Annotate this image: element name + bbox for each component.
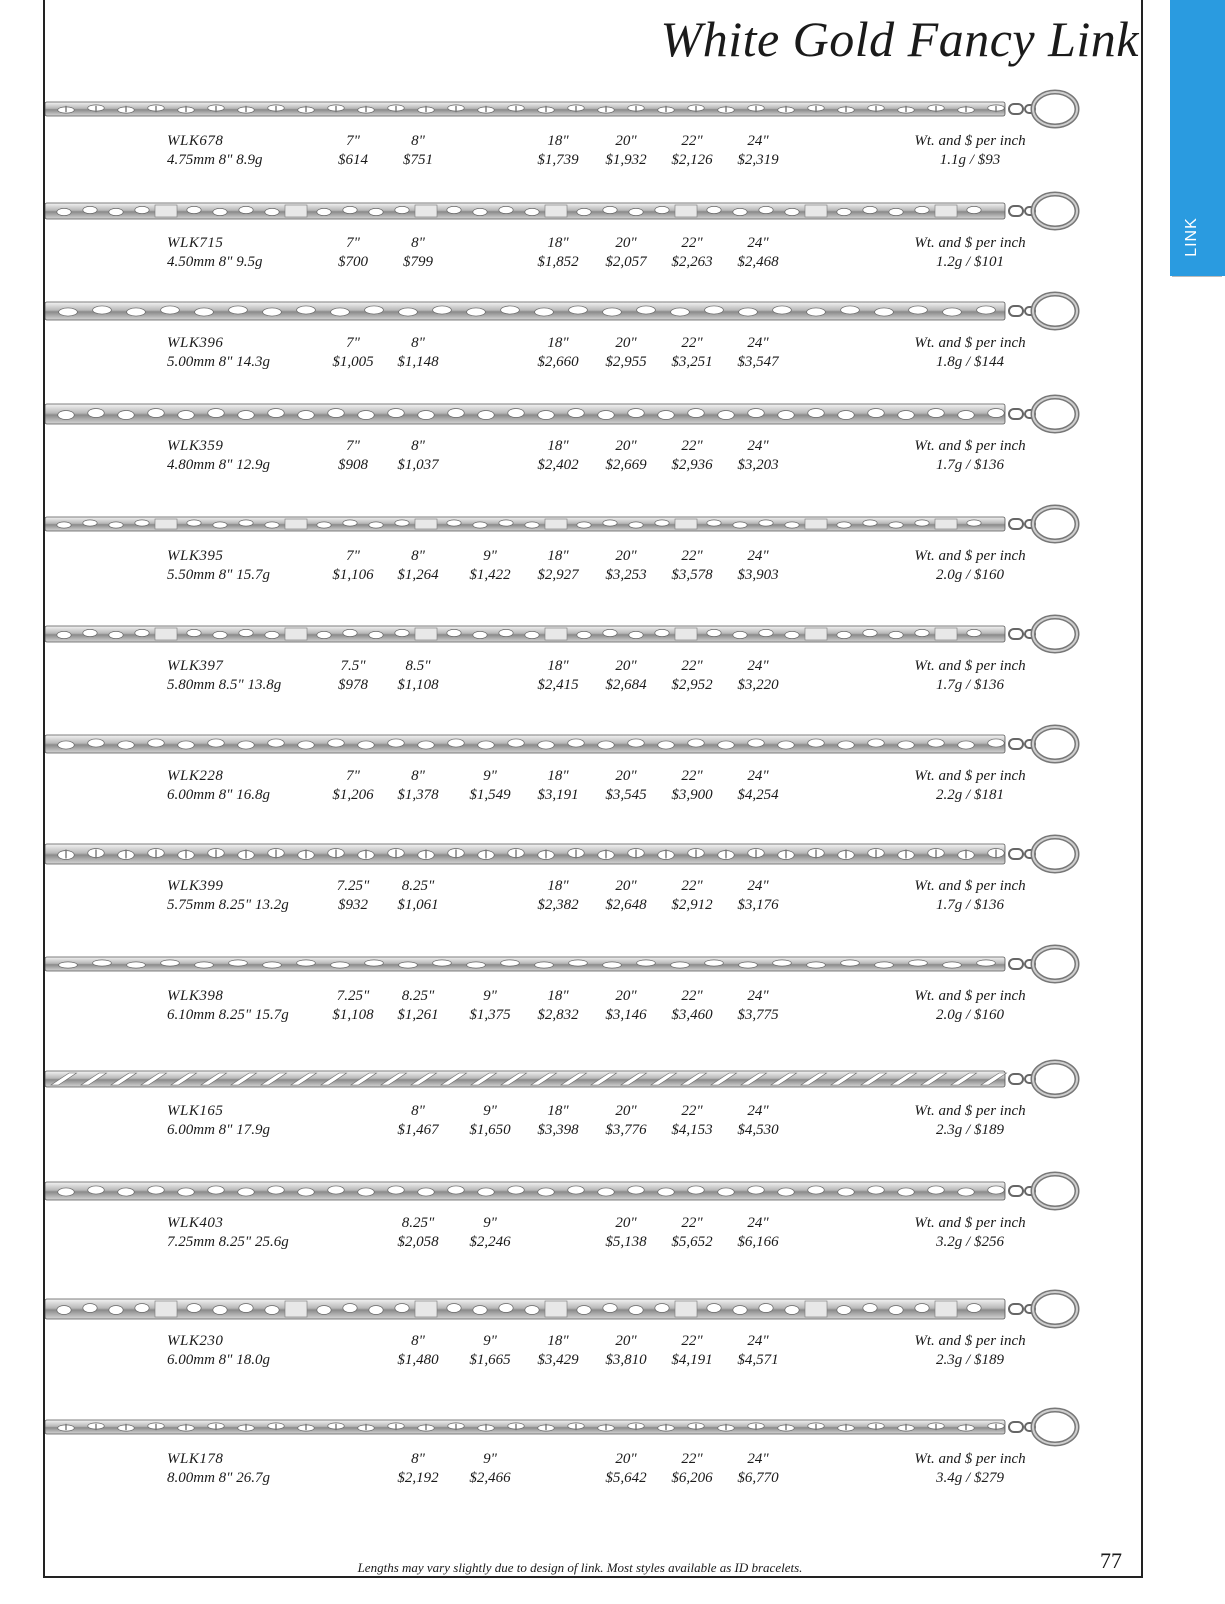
price-value: $1,480 <box>397 1352 439 1368</box>
product-sku: WLK403 <box>167 1215 224 1231</box>
product-row <box>45 503 1125 615</box>
product-sku: WLK398 <box>167 988 224 1004</box>
length-label: 24" <box>747 1333 769 1349</box>
product-sku: WLK397 <box>167 658 224 674</box>
price-value: $2,402 <box>537 457 579 473</box>
product-spec: 6.00mm 8" 16.8g <box>167 787 270 803</box>
product-row <box>45 1406 1125 1518</box>
length-price-column <box>378 1332 458 1370</box>
length-label: 22" <box>681 988 703 1004</box>
price-value: $1,422 <box>469 567 511 583</box>
length-label: 22" <box>681 235 703 251</box>
section-tab-label: LINK <box>1183 217 1201 257</box>
weight-header: Wt. and $ per inch <box>914 1333 1026 1349</box>
length-price-column <box>718 877 798 915</box>
price-value: $1,665 <box>469 1352 511 1368</box>
product-spec: 7.25mm 8.25" 25.6g <box>167 1234 289 1250</box>
price-value: $4,530 <box>737 1122 779 1138</box>
price-value: $3,776 <box>605 1122 647 1138</box>
price-value: $2,832 <box>537 1007 579 1023</box>
product-row <box>45 1058 1125 1170</box>
price-value: $2,660 <box>537 354 579 370</box>
price-value: $1,375 <box>469 1007 511 1023</box>
price-value: $2,192 <box>397 1470 439 1486</box>
chain-image[interactable] <box>45 190 1125 232</box>
weight-per-inch <box>895 1450 1045 1488</box>
price-value: $1,852 <box>537 254 579 270</box>
weight-header: Wt. and $ per inch <box>914 235 1026 251</box>
price-value: $1,108 <box>397 677 439 693</box>
product-details <box>45 987 1125 1027</box>
chain-image[interactable] <box>45 393 1125 435</box>
product-details <box>45 547 1125 587</box>
weight-header: Wt. and $ per inch <box>914 335 1026 351</box>
weight-per-inch <box>895 1214 1045 1252</box>
length-label: 20" <box>615 988 637 1004</box>
weight-per-inch <box>895 437 1045 475</box>
product-spec: 6.10mm 8.25" 15.7g <box>167 1007 289 1023</box>
product-details <box>45 767 1125 807</box>
length-label: 7" <box>346 335 360 351</box>
product-row <box>45 1288 1125 1400</box>
length-label: 8" <box>411 235 425 251</box>
length-label: 8.25" <box>401 878 435 894</box>
product-row <box>45 1170 1125 1282</box>
length-label: 9" <box>483 768 497 784</box>
price-value: $1,739 <box>537 152 579 168</box>
product-details <box>45 877 1125 917</box>
weight-header: Wt. and $ per inch <box>914 548 1026 564</box>
product-details <box>45 1214 1125 1254</box>
price-value: $2,319 <box>737 152 779 168</box>
length-label: 8.5" <box>405 658 431 674</box>
product-sku: WLK165 <box>167 1103 224 1119</box>
price-value: $2,058 <box>397 1234 439 1250</box>
length-label: 18" <box>547 1103 569 1119</box>
product-spec: 4.50mm 8" 9.5g <box>167 254 263 270</box>
length-label: 18" <box>547 335 569 351</box>
length-price-column <box>718 132 798 170</box>
weight-value: 2.2g / $181 <box>936 787 1004 803</box>
product-sku: WLK715 <box>167 235 224 251</box>
price-value: $1,037 <box>397 457 439 473</box>
length-label: 7.5" <box>340 658 366 674</box>
length-label: 8" <box>411 768 425 784</box>
product-spec: 5.80mm 8.5" 13.8g <box>167 677 282 693</box>
weight-per-inch <box>895 334 1045 372</box>
product-details <box>45 132 1125 172</box>
product-details <box>45 1332 1125 1372</box>
price-value: $2,466 <box>469 1470 511 1486</box>
length-label: 18" <box>547 988 569 1004</box>
length-label: 20" <box>615 548 637 564</box>
product-row <box>45 943 1125 1055</box>
product-row <box>45 88 1125 200</box>
price-value: $5,138 <box>605 1234 647 1250</box>
footer-note: Lengths may vary slightly due to design of link. Most styles available as ID bracelets. <box>357 1560 803 1575</box>
product-details <box>45 437 1125 477</box>
price-value: $2,468 <box>737 254 779 270</box>
price-value: $1,261 <box>397 1007 439 1023</box>
length-price-column <box>718 437 798 475</box>
length-price-column <box>378 1102 458 1140</box>
product-details <box>45 1102 1125 1142</box>
weight-header: Wt. and $ per inch <box>914 878 1026 894</box>
chain-image[interactable] <box>45 613 1125 655</box>
length-label: 24" <box>747 988 769 1004</box>
length-label: 9" <box>483 548 497 564</box>
length-price-column <box>718 547 798 585</box>
price-value: $1,005 <box>332 354 374 370</box>
chain-image[interactable] <box>45 290 1125 332</box>
length-label: 20" <box>615 438 637 454</box>
length-price-column <box>378 334 458 372</box>
length-label: 7" <box>346 235 360 251</box>
length-label: 24" <box>747 133 769 149</box>
weight-value: 1.7g / $136 <box>936 677 1004 693</box>
weight-value: 3.4g / $279 <box>936 1470 1004 1486</box>
length-label: 18" <box>547 548 569 564</box>
length-label: 24" <box>747 768 769 784</box>
price-value: $908 <box>338 457 368 473</box>
price-value: $1,148 <box>397 354 439 370</box>
price-value: $2,648 <box>605 897 647 913</box>
price-value: $1,106 <box>332 567 374 583</box>
length-price-column <box>378 657 458 695</box>
length-label: 24" <box>747 1103 769 1119</box>
length-price-column <box>718 1214 798 1252</box>
length-price-column <box>378 1450 458 1488</box>
weight-value: 2.3g / $189 <box>936 1352 1004 1368</box>
weight-header: Wt. and $ per inch <box>914 658 1026 674</box>
weight-header: Wt. and $ per inch <box>914 133 1026 149</box>
weight-value: 1.7g / $136 <box>936 457 1004 473</box>
length-price-column <box>378 234 458 272</box>
price-value: $3,903 <box>737 567 779 583</box>
price-value: $3,900 <box>671 787 713 803</box>
weight-value: 2.0g / $160 <box>936 1007 1004 1023</box>
price-value: $2,912 <box>671 897 713 913</box>
length-price-column <box>718 1102 798 1140</box>
product-spec: 8.00mm 8" 26.7g <box>167 1470 270 1486</box>
length-price-column <box>718 1450 798 1488</box>
length-label: 8" <box>411 133 425 149</box>
length-price-column <box>378 767 458 805</box>
chain-image[interactable] <box>45 1170 1125 1212</box>
length-label: 22" <box>681 438 703 454</box>
weight-per-inch <box>895 132 1045 170</box>
length-label: 18" <box>547 1333 569 1349</box>
length-label: 7" <box>346 768 360 784</box>
product-sku: WLK178 <box>167 1451 224 1467</box>
length-label: 20" <box>615 335 637 351</box>
length-label: 22" <box>681 1103 703 1119</box>
chain-image[interactable] <box>45 833 1125 875</box>
length-label: 24" <box>747 548 769 564</box>
length-label: 18" <box>547 878 569 894</box>
product-spec: 5.50mm 8" 15.7g <box>167 567 270 583</box>
length-label: 24" <box>747 438 769 454</box>
length-label: 24" <box>747 1215 769 1231</box>
price-value: $4,571 <box>737 1352 779 1368</box>
product-details <box>45 234 1125 274</box>
product-spec: 4.80mm 8" 12.9g <box>167 457 270 473</box>
product-spec: 5.75mm 8.25" 13.2g <box>167 897 289 913</box>
price-value: $932 <box>338 897 368 913</box>
product-sku: WLK396 <box>167 335 224 351</box>
price-value: $3,176 <box>737 897 779 913</box>
product-sku: WLK359 <box>167 438 224 454</box>
price-value: $2,684 <box>605 677 647 693</box>
weight-per-inch <box>895 657 1045 695</box>
length-label: 20" <box>615 235 637 251</box>
weight-value: 1.2g / $101 <box>936 254 1004 270</box>
length-label: 20" <box>615 878 637 894</box>
length-label: 20" <box>615 1451 637 1467</box>
product-row <box>45 833 1125 945</box>
length-label: 20" <box>615 1215 637 1231</box>
price-value: $751 <box>403 152 433 168</box>
length-price-column <box>718 987 798 1025</box>
price-value: $1,650 <box>469 1122 511 1138</box>
price-value: $6,206 <box>671 1470 713 1486</box>
length-label: 20" <box>615 133 637 149</box>
price-value: $3,191 <box>537 787 579 803</box>
length-label: 8" <box>411 1103 425 1119</box>
length-price-column <box>378 1214 458 1252</box>
product-details <box>45 657 1125 697</box>
length-label: 22" <box>681 768 703 784</box>
price-value: $3,810 <box>605 1352 647 1368</box>
weight-per-inch <box>895 234 1045 272</box>
price-value: $3,146 <box>605 1007 647 1023</box>
weight-per-inch <box>895 547 1045 585</box>
product-sku: WLK230 <box>167 1333 224 1349</box>
price-value: $1,108 <box>332 1007 374 1023</box>
length-label: 7.25" <box>336 988 370 1004</box>
length-label: 22" <box>681 1451 703 1467</box>
price-value: $5,652 <box>671 1234 713 1250</box>
length-price-column <box>378 877 458 915</box>
price-value: $3,398 <box>537 1122 579 1138</box>
length-label: 20" <box>615 1333 637 1349</box>
length-label: 22" <box>681 335 703 351</box>
length-label: 9" <box>483 1333 497 1349</box>
weight-value: 1.1g / $93 <box>939 152 1001 168</box>
length-price-column <box>378 437 458 475</box>
length-label: 8" <box>411 1333 425 1349</box>
price-value: $6,770 <box>737 1470 779 1486</box>
price-value: $2,955 <box>605 354 647 370</box>
length-label: 20" <box>615 768 637 784</box>
length-label: 8" <box>411 548 425 564</box>
length-label: 8.25" <box>401 1215 435 1231</box>
side-rule <box>1172 276 1222 277</box>
price-value: $1,549 <box>469 787 511 803</box>
price-value: $614 <box>338 152 368 168</box>
price-value: $2,246 <box>469 1234 511 1250</box>
weight-per-inch <box>895 987 1045 1025</box>
weight-value: 1.8g / $144 <box>936 354 1004 370</box>
weight-per-inch <box>895 1102 1045 1140</box>
product-row <box>45 393 1125 505</box>
weight-header: Wt. and $ per inch <box>914 988 1026 1004</box>
product-sku: WLK399 <box>167 878 224 894</box>
price-value: $799 <box>403 254 433 270</box>
price-value: $4,153 <box>671 1122 713 1138</box>
price-value: $1,061 <box>397 897 439 913</box>
length-label: 22" <box>681 878 703 894</box>
weight-header: Wt. and $ per inch <box>914 1103 1026 1119</box>
length-label: 22" <box>681 658 703 674</box>
length-label: 24" <box>747 658 769 674</box>
chain-image[interactable] <box>45 943 1125 985</box>
price-value: $4,254 <box>737 787 779 803</box>
price-value: $2,057 <box>605 254 647 270</box>
price-value: $2,927 <box>537 567 579 583</box>
length-label: 7" <box>346 548 360 564</box>
price-value: $3,545 <box>605 787 647 803</box>
length-label: 9" <box>483 988 497 1004</box>
product-spec: 5.00mm 8" 14.3g <box>167 354 270 370</box>
weight-header: Wt. and $ per inch <box>914 768 1026 784</box>
weight-header: Wt. and $ per inch <box>914 438 1026 454</box>
weight-per-inch <box>895 767 1045 805</box>
length-label: 24" <box>747 335 769 351</box>
product-details <box>45 334 1125 374</box>
length-price-column <box>378 132 458 170</box>
price-value: $3,578 <box>671 567 713 583</box>
price-value: $3,253 <box>605 567 647 583</box>
length-price-column <box>718 334 798 372</box>
chain-image[interactable] <box>45 88 1125 130</box>
price-value: $2,936 <box>671 457 713 473</box>
price-value: $700 <box>338 254 368 270</box>
length-label: 18" <box>547 658 569 674</box>
weight-per-inch <box>895 1332 1045 1370</box>
length-label: 9" <box>483 1103 497 1119</box>
length-price-column <box>718 234 798 272</box>
page-number: 77 <box>1100 1548 1122 1573</box>
length-label: 24" <box>747 878 769 894</box>
product-row <box>45 190 1125 302</box>
chain-image[interactable] <box>45 503 1125 545</box>
length-label: 8" <box>411 1451 425 1467</box>
price-value: $4,191 <box>671 1352 713 1368</box>
page-title: White Gold Fancy Link <box>660 11 1139 67</box>
product-spec: 4.75mm 8" 8.9g <box>167 152 263 168</box>
length-label: 8.25" <box>401 988 435 1004</box>
price-value: $2,952 <box>671 677 713 693</box>
length-label: 18" <box>547 768 569 784</box>
length-label: 22" <box>681 548 703 564</box>
length-label: 24" <box>747 235 769 251</box>
length-label: 20" <box>615 1103 637 1119</box>
price-value: $6,166 <box>737 1234 779 1250</box>
product-sku: WLK228 <box>167 768 224 784</box>
length-label: 18" <box>547 133 569 149</box>
length-label: 22" <box>681 133 703 149</box>
length-label: 9" <box>483 1451 497 1467</box>
price-value: $2,126 <box>671 152 713 168</box>
length-price-column <box>718 657 798 695</box>
chain-image[interactable] <box>45 723 1125 765</box>
length-label: 22" <box>681 1215 703 1231</box>
price-value: $1,467 <box>397 1122 439 1138</box>
length-price-column <box>718 767 798 805</box>
product-row <box>45 723 1125 835</box>
length-label: 8" <box>411 335 425 351</box>
chain-image[interactable] <box>45 1406 1125 1448</box>
price-value: $3,460 <box>671 1007 713 1023</box>
chain-image[interactable] <box>45 1058 1125 1100</box>
length-label: 7" <box>346 133 360 149</box>
product-spec: 6.00mm 8" 18.0g <box>167 1352 270 1368</box>
product-row <box>45 613 1125 725</box>
weight-value: 3.2g / $256 <box>936 1234 1004 1250</box>
price-value: $1,378 <box>397 787 439 803</box>
weight-header: Wt. and $ per inch <box>914 1451 1026 1467</box>
length-price-column <box>378 547 458 585</box>
product-sku: WLK678 <box>167 133 224 149</box>
price-value: $3,429 <box>537 1352 579 1368</box>
price-value: $2,669 <box>605 457 647 473</box>
length-price-column <box>378 987 458 1025</box>
price-value: $3,251 <box>671 354 713 370</box>
price-value: $2,415 <box>537 677 579 693</box>
price-value: $3,547 <box>737 354 779 370</box>
product-details <box>45 1450 1125 1490</box>
price-value: $5,642 <box>605 1470 647 1486</box>
product-sku: WLK395 <box>167 548 224 564</box>
price-value: $2,263 <box>671 254 713 270</box>
length-label: 9" <box>483 1215 497 1231</box>
price-value: $3,203 <box>737 457 779 473</box>
length-price-column <box>718 1332 798 1370</box>
weight-value: 1.7g / $136 <box>936 897 1004 913</box>
length-label: 18" <box>547 235 569 251</box>
weight-header: Wt. and $ per inch <box>914 1215 1026 1231</box>
length-label: 8" <box>411 438 425 454</box>
price-value: $978 <box>338 677 368 693</box>
price-value: $1,932 <box>605 152 647 168</box>
chain-image[interactable] <box>45 1288 1125 1330</box>
product-spec: 6.00mm 8" 17.9g <box>167 1122 270 1138</box>
price-value: $2,382 <box>537 897 579 913</box>
price-value: $3,220 <box>737 677 779 693</box>
price-value: $1,206 <box>332 787 374 803</box>
length-label: 7.25" <box>336 878 370 894</box>
weight-per-inch <box>895 877 1045 915</box>
weight-value: 2.3g / $189 <box>936 1122 1004 1138</box>
weight-value: 2.0g / $160 <box>936 567 1004 583</box>
length-label: 18" <box>547 438 569 454</box>
length-label: 7" <box>346 438 360 454</box>
price-value: $1,264 <box>397 567 439 583</box>
product-row <box>45 290 1125 402</box>
length-label: 22" <box>681 1333 703 1349</box>
price-value: $3,775 <box>737 1007 779 1023</box>
length-label: 24" <box>747 1451 769 1467</box>
length-label: 20" <box>615 658 637 674</box>
